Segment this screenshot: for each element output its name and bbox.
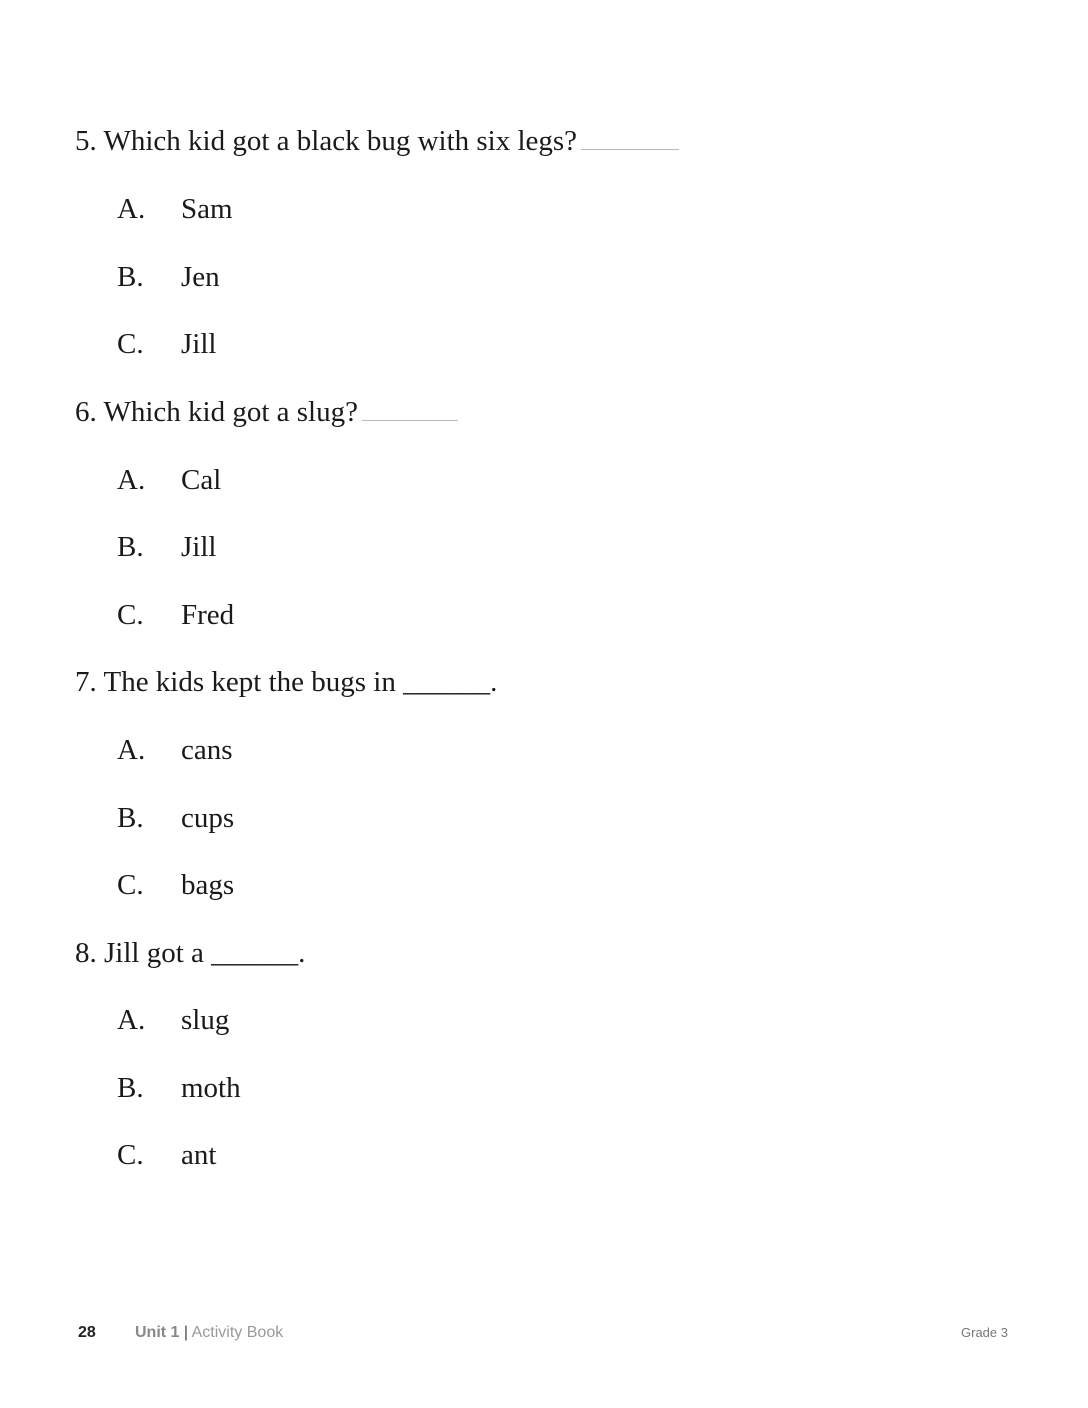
answer-blank-6	[362, 406, 458, 421]
question-6-option-a	[117, 463, 221, 497]
option-text: Jill	[181, 328, 217, 360]
option-letter: B.	[117, 261, 144, 293]
option-text: Cal	[181, 464, 222, 496]
option-letter: C.	[117, 1139, 144, 1171]
option-text: Jill	[181, 531, 217, 563]
question-7-option-b	[117, 801, 234, 835]
option-text: moth	[181, 1072, 241, 1104]
question-7-text: 7. The kids kept the bugs in ______.	[75, 666, 498, 698]
option-letter: A.	[117, 193, 146, 225]
grade-label: Grade 3	[961, 1325, 1008, 1340]
option-letter: C.	[117, 869, 144, 901]
option-text: slug	[181, 1004, 230, 1036]
option-text: cans	[181, 734, 233, 766]
question-5-option-c	[117, 327, 216, 361]
question-6-text: 6. Which kid got a slug?	[75, 396, 358, 428]
footer-book-info	[135, 1322, 283, 1344]
option-letter: C.	[117, 328, 144, 360]
option-letter: A.	[117, 1004, 146, 1036]
question-8-option-a	[117, 1003, 229, 1037]
option-text: ant	[181, 1139, 217, 1171]
option-letter: B.	[117, 1072, 144, 1104]
option-letter: A.	[117, 734, 146, 766]
question-7-option-a	[117, 733, 233, 767]
option-text: Jen	[181, 261, 220, 293]
question-6	[75, 395, 458, 429]
option-letter: B.	[117, 531, 144, 563]
question-8-option-c	[117, 1138, 216, 1172]
question-8-option-b	[117, 1071, 241, 1105]
question-6-option-c	[117, 598, 234, 632]
question-5-option-a	[117, 192, 233, 226]
option-text: Fred	[181, 599, 235, 631]
option-text: bags	[181, 869, 235, 901]
question-5-option-b	[117, 260, 220, 294]
question-8-text: 8. Jill got a ______.	[75, 937, 306, 969]
question-8	[75, 936, 305, 970]
page-number: 28	[78, 1324, 96, 1341]
question-5	[75, 124, 679, 158]
book-title: Activity Book	[191, 1324, 284, 1341]
option-text: cups	[181, 802, 235, 834]
option-letter: B.	[117, 802, 144, 834]
option-letter: A.	[117, 464, 146, 496]
question-7-option-c	[117, 868, 234, 902]
question-6-option-b	[117, 530, 216, 564]
unit-label: Unit 1	[135, 1324, 180, 1341]
answer-blank-5	[581, 135, 679, 150]
footer-separator: |	[183, 1324, 189, 1341]
question-5-text: 5. Which kid got a black bug with six legs?	[75, 125, 578, 157]
option-text: Sam	[181, 193, 233, 225]
question-7	[75, 665, 497, 699]
option-letter: C.	[117, 599, 144, 631]
